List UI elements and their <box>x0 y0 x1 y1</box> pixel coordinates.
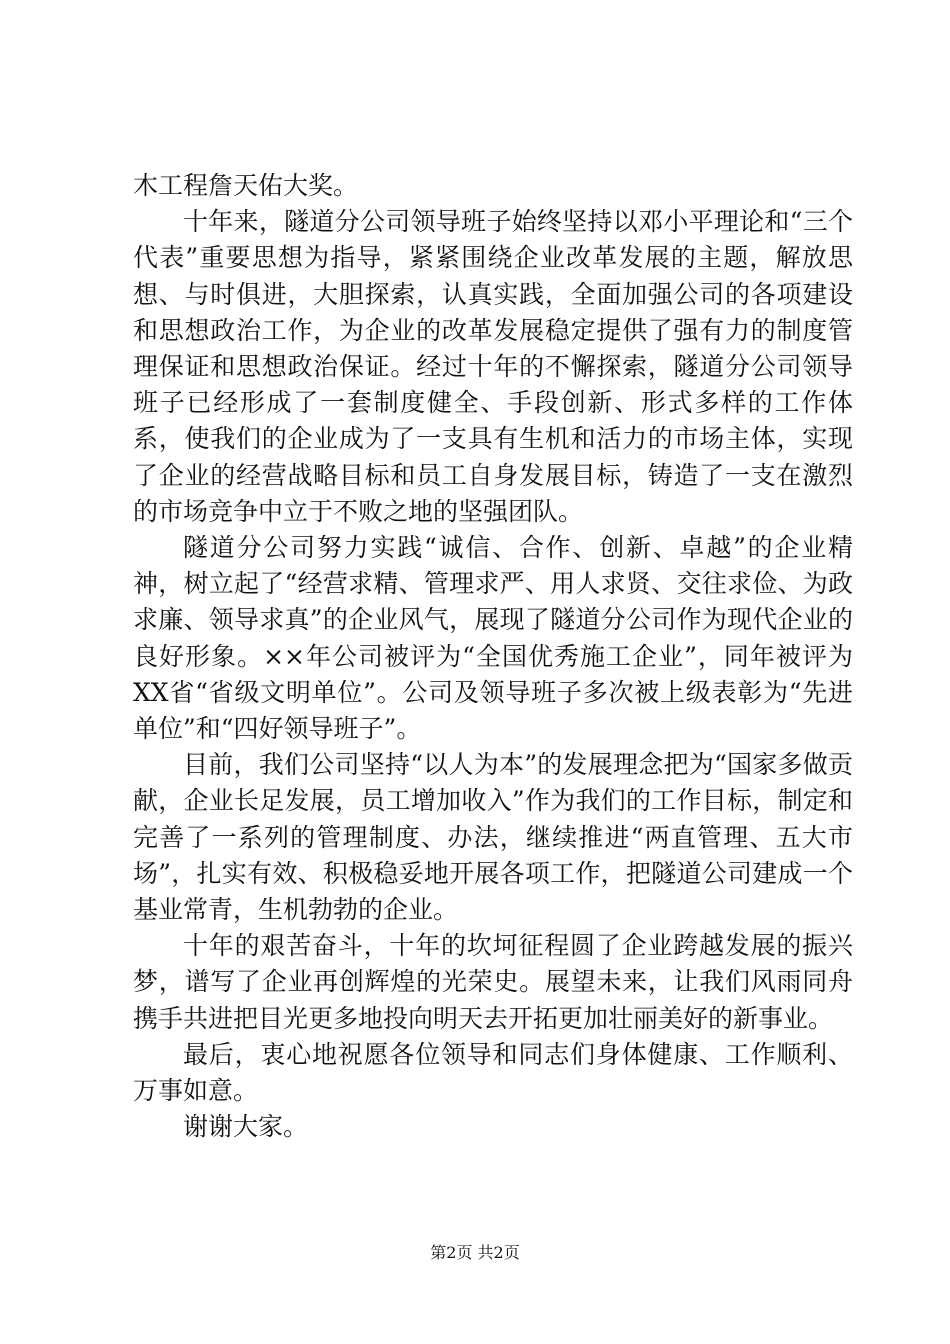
paragraph-continuation: 木工程詹天佑大奖。 <box>133 171 359 200</box>
paragraph: 十年来，隧道分公司领导班子始终坚持以邓小平理论和“三个代表”重要思想为指导，紧紧围绕企业改革发展的主题，解放思想、与时俱进，大胆探索，认真实践，全面加强公司的各项建设和思想政治工作，为企业的改革发展稳定提供了强有力的制度管理保证和思想政治保证。经过十年的不懈探索，隧道分公司领导班子已经形成了一套制度健全、手段创新、形式多样的工作体系，使我们的企业成为了一支具有生机和活力的市场主体，实现了企业的经营战略目标和员工自身发展目标，铸造了一支在激烈的市场竞争中立于不败之地的坚强团队。 <box>133 207 853 526</box>
paragraph-closing: 谢谢大家。 <box>183 1112 309 1142</box>
paragraph: 十年的艰苦奋斗，十年的坎坷征程圆了企业跨越发展的振兴梦，谱写了企业再创辉煌的光荣史。展望未来，让我们风雨同舟携手共进把目光更多地投向明天去开拓更加壮丽美好的新事业。 <box>133 931 853 1033</box>
page-number-footer: 第2页 共2页 <box>430 1243 520 1262</box>
document-body <box>133 168 853 1145</box>
paragraph: 最后，衷心地祝愿各位领导和同志们身体健康、工作顺利、万事如意。 <box>133 1039 853 1106</box>
paragraph: 目前，我们公司坚持“以人为本”的发展理念把为“国家多做贡献，企业长足发展，员工增加收入”作为我们的工作目标，制定和完善了一系列的管理制度、办法，继续推进“两直管理、五大市场”，扎实有效、积极稳妥地开展各项工作，把隧道公司建成一个基业常青，生机勃勃的企业。 <box>133 750 853 925</box>
paragraph: 隧道分公司努力实践“诚信、合作、创新、卓越”的企业精神，树立起了“经营求精、管理求严、用人求贤、交往求俭、为政求廉、领导求真”的企业风气，展现了隧道分公司作为现代企业的良好形象。××年公司被评为“全国优秀施工企业”，同年被评为XX省“省级文明单位”。公司及领导班子多次被上级表彰为“先进单位”和“四好领导班子”。 <box>133 533 853 744</box>
